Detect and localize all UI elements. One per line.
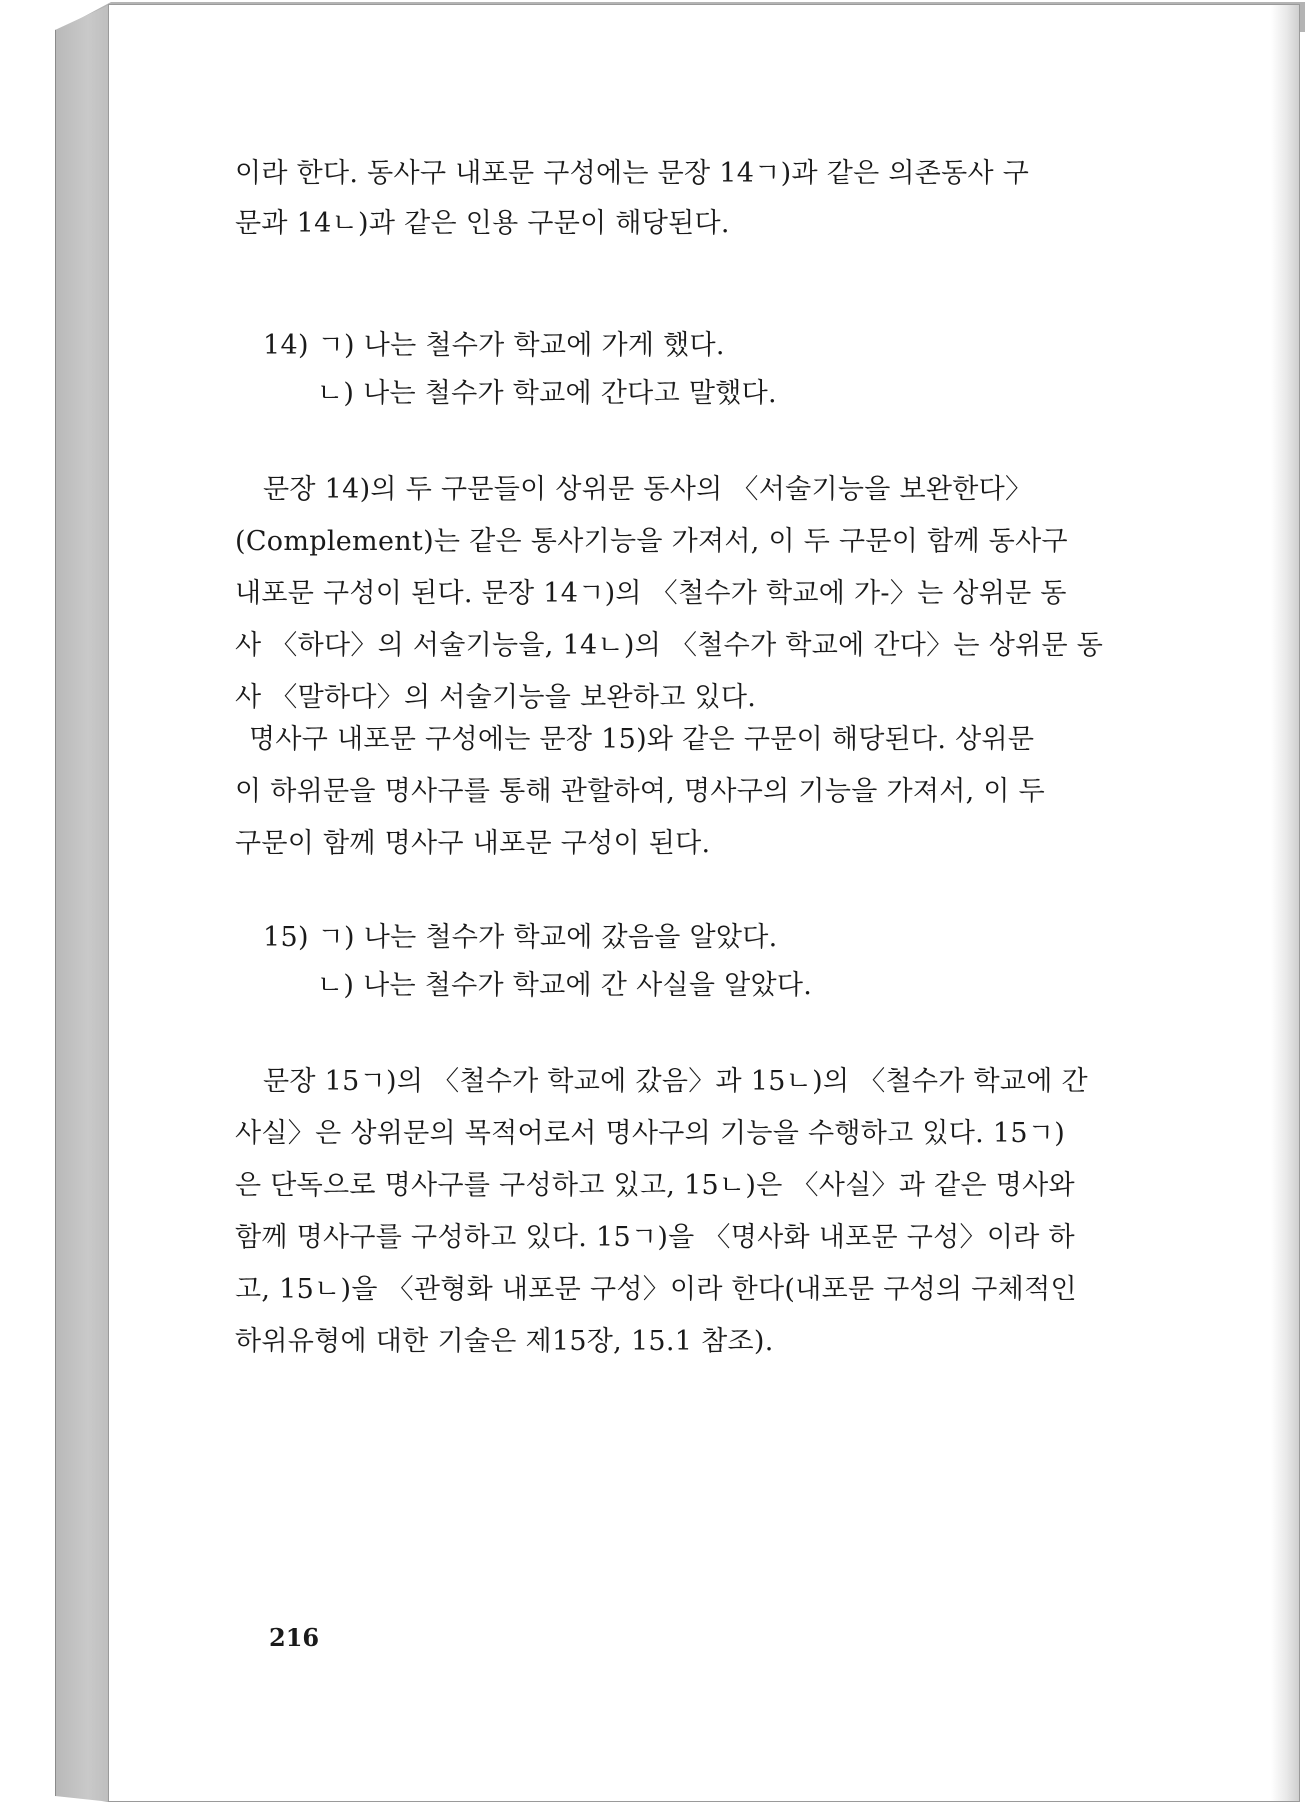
text-line: 내포문 구성이 된다. 문장 14ㄱ)의 〈철수가 학교에 가-〉는 상위문 동 [235,578,1067,609]
text-line: 은 단독으로 명사구를 구성하고 있고, 15ㄴ)은 〈사실〉과 같은 명사와 [235,1170,1075,1201]
page-edge-shading [1271,5,1299,1801]
text-line: 문장 14)의 두 구문들이 상위문 동사의 〈서술기능을 보완한다〉 [263,474,1033,505]
text-line: 하위유형에 대한 기술은 제15장, 15.1 참조). [235,1326,774,1357]
text-line: 사실〉은 상위문의 목적어로서 명사구의 기능을 수행하고 있다. 15ㄱ) [235,1118,1066,1149]
text-line: 고, 15ㄴ)을 〈관형화 내포문 구성〉이라 한다(내포문 구성의 구체적인 [235,1274,1077,1305]
example-line: ㄴ) 나는 철수가 학교에 간다고 말했다. [317,378,777,409]
text-line: 이라 한다. 동사구 내포문 구성에는 문장 14ㄱ)과 같은 의존동사 구 [235,158,1030,189]
example-line: 15) ㄱ) 나는 철수가 학교에 갔음을 알았다. [263,922,778,953]
text-line: 사 〈하다〉의 서술기능을, 14ㄴ)의 〈철수가 학교에 간다〉는 상위문 동 [235,630,1104,661]
text-line: 사 〈말하다〉의 서술기능을 보완하고 있다. [235,682,757,713]
text-line: 명사구 내포문 구성에는 문장 15)와 같은 구문이 해당된다. 상위문 [249,724,1035,755]
text-line: 함께 명사구를 구성하고 있다. 15ㄱ)을 〈명사화 내포문 구성〉이라 하 [235,1222,1075,1253]
book-page [108,4,1300,1802]
example-line: 14) ㄱ) 나는 철수가 학교에 가게 했다. [263,330,725,361]
text-line: 문장 15ㄱ)의 〈철수가 학교에 갔음〉과 15ㄴ)의 〈철수가 학교에 간 [263,1066,1088,1097]
example-line: ㄴ) 나는 철수가 학교에 간 사실을 알았다. [317,970,813,1001]
book-spine [55,4,111,1802]
text-line: (Complement)는 같은 통사기능을 가져서, 이 두 구문이 함께 동사구 [235,526,1068,557]
page-number: 216 [269,1623,320,1652]
text-line: 이 하위문을 명사구를 통해 관할하여, 명사구의 기능을 가져서, 이 두 [235,776,1046,807]
text-line: 구문이 함께 명사구 내포문 구성이 된다. [235,828,711,859]
text-line: 문과 14ㄴ)과 같은 인용 구문이 해당된다. [235,208,730,239]
